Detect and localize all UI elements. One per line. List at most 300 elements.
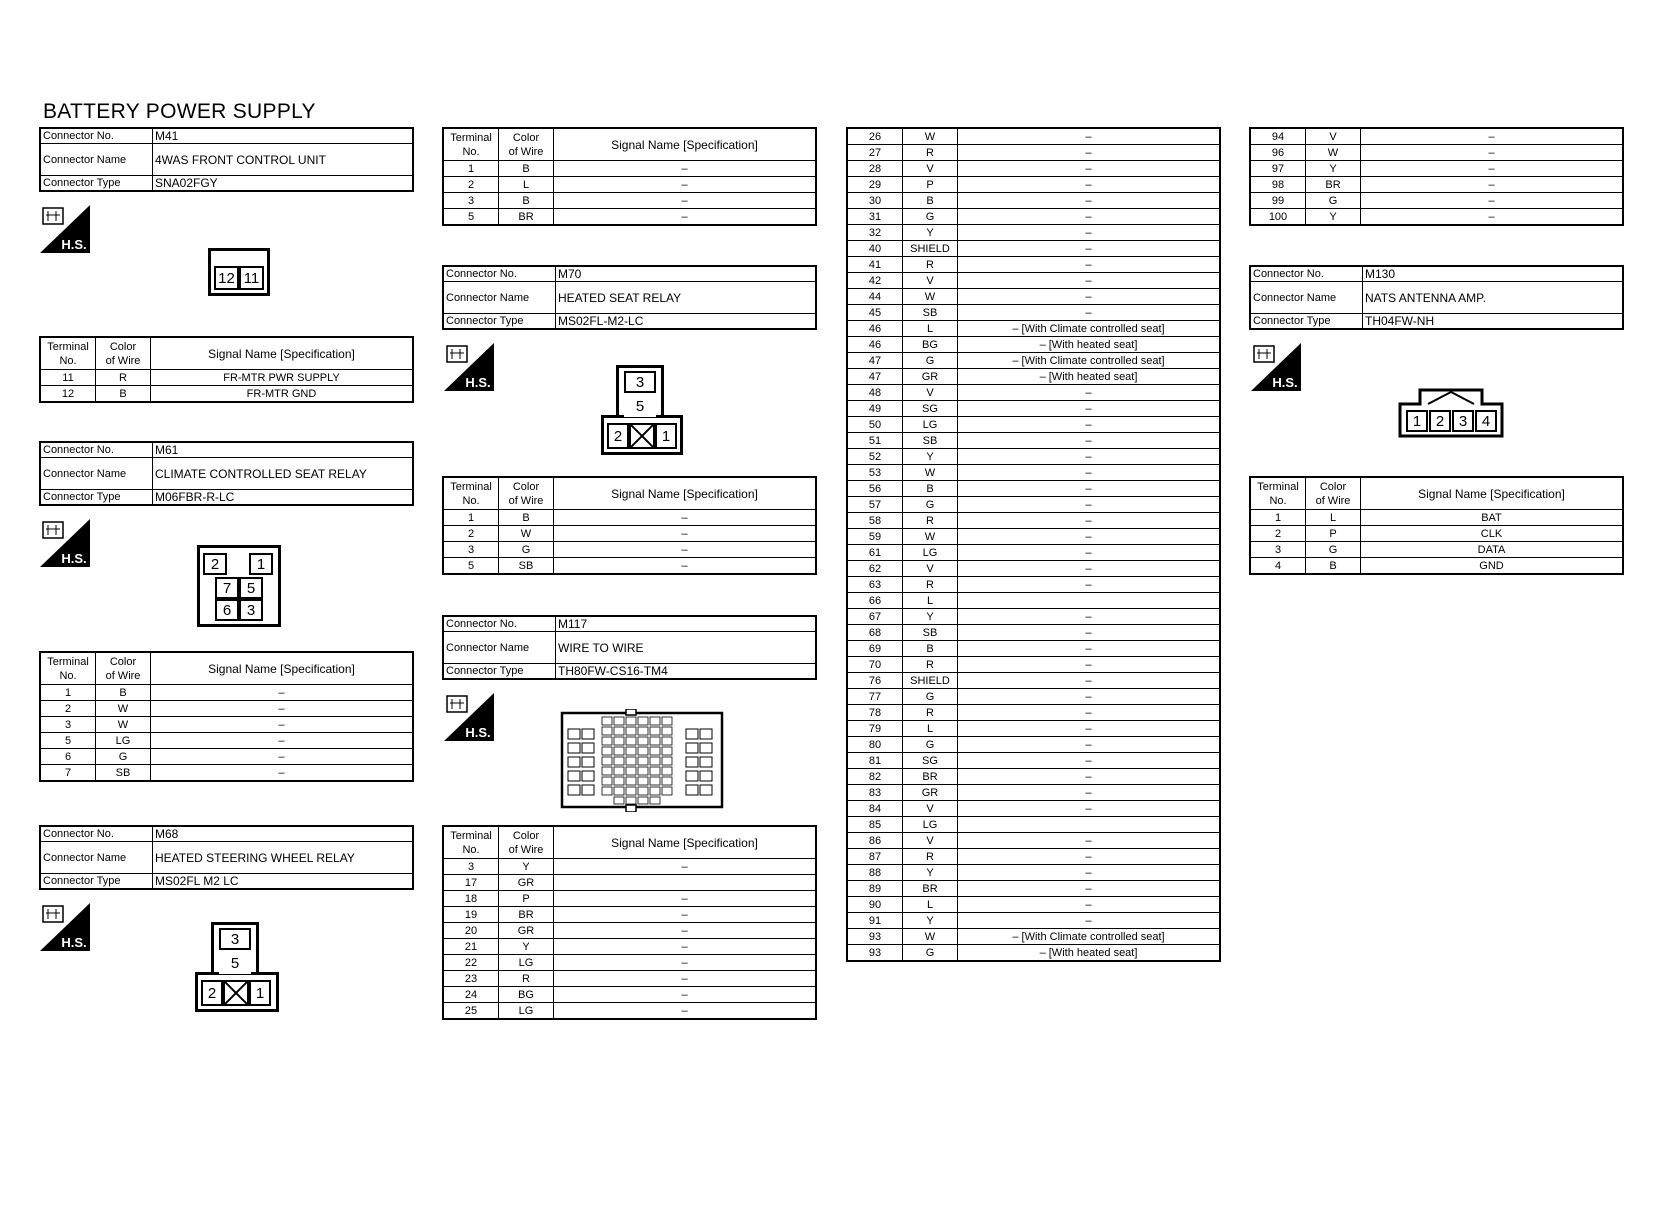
table-row	[847, 929, 1220, 945]
terminal-cell: 25	[443, 1003, 499, 1020]
m70-terminal-table	[442, 476, 817, 575]
signal-cell: –	[958, 401, 1221, 417]
signal-cell: –	[958, 833, 1221, 849]
terminal-cell: 20	[443, 923, 499, 939]
label: Terminal	[47, 340, 89, 353]
wire-color-cell: L	[903, 321, 958, 337]
wire-color-cell: G	[903, 945, 958, 962]
wire-color-cell: G	[903, 497, 958, 513]
wire-color-cell: W	[903, 128, 958, 145]
terminal-cell: 61	[847, 545, 903, 561]
signal-cell: FR-MTR PWR SUPPLY	[151, 370, 414, 386]
signal-cell: –	[958, 481, 1221, 497]
wire-color-cell: L	[903, 593, 958, 609]
table-row	[847, 241, 1220, 257]
table-row	[1250, 209, 1623, 226]
terminal-cell: 46	[847, 337, 903, 353]
wire-color-cell: V	[903, 273, 958, 289]
label: Color	[512, 829, 540, 842]
terminal-cell: 5	[40, 733, 96, 749]
wire-color-cell: B	[499, 510, 554, 526]
table-row	[847, 401, 1220, 417]
terminal-cell: 3	[443, 859, 499, 875]
pin: 2	[1429, 410, 1451, 432]
terminal-cell: 24	[443, 987, 499, 1003]
table-row	[40, 685, 413, 701]
table-row	[847, 481, 1220, 497]
label: Connector Name	[40, 458, 153, 490]
m41-terminal-table	[39, 336, 414, 403]
table-row	[847, 225, 1220, 241]
terminal-cell: 69	[847, 641, 903, 657]
table-row	[847, 913, 1220, 929]
signal-cell: –	[1361, 193, 1624, 209]
wire-color-cell: R	[903, 577, 958, 593]
pin: 1	[249, 553, 273, 575]
terminal-cell: 100	[1250, 209, 1306, 226]
label: Connector Type	[443, 664, 556, 680]
terminal-cell: 4	[1250, 558, 1306, 575]
table-row	[1250, 177, 1623, 193]
signal-cell: –	[958, 449, 1221, 465]
terminal-cell: 85	[847, 817, 903, 833]
label: Terminal	[1257, 480, 1299, 493]
label: No.	[1269, 494, 1287, 507]
table-row	[1250, 542, 1623, 558]
wire-color-cell: LG	[96, 733, 151, 749]
table-row	[847, 561, 1220, 577]
label: of Wire	[105, 669, 141, 682]
connector-type: MS02FL M2 LC	[153, 874, 414, 890]
header-signal: Signal Name [Specification]	[554, 477, 817, 510]
table-row	[443, 859, 816, 875]
signal-cell: –	[958, 897, 1221, 913]
signal-cell: –	[958, 497, 1221, 513]
terminal-cell: 28	[847, 161, 903, 177]
wire-color-cell: SHIELD	[903, 241, 958, 257]
wire-color-cell: SB	[903, 305, 958, 321]
table-row	[443, 987, 816, 1003]
terminal-cell: 40	[847, 241, 903, 257]
signal-cell: –	[554, 859, 817, 875]
table-row	[847, 337, 1220, 353]
header-terminal	[40, 652, 96, 685]
signal-cell: –	[958, 305, 1221, 321]
terminal-cell: 96	[1250, 145, 1306, 161]
hs-icon	[444, 343, 494, 391]
wire-color-cell: G	[903, 353, 958, 369]
header-terminal	[40, 337, 96, 370]
table-row	[40, 701, 413, 717]
pin: 1	[249, 980, 271, 1006]
wire-color-cell: BG	[903, 337, 958, 353]
hs-icon	[444, 693, 494, 741]
signal-cell: –	[958, 225, 1221, 241]
table-row	[847, 305, 1220, 321]
wire-color-cell: Y	[499, 859, 554, 875]
header-terminal	[1250, 477, 1306, 510]
wire-color-cell: GR	[499, 923, 554, 939]
label: No.	[59, 354, 77, 367]
wire-color-cell: BG	[499, 987, 554, 1003]
wire-color-cell: B	[96, 386, 151, 403]
signal-cell: – [With heated seat]	[958, 945, 1221, 962]
terminal-cell: 63	[847, 577, 903, 593]
table-row	[847, 161, 1220, 177]
wire-color-cell: SB	[903, 625, 958, 641]
pin: 6	[215, 599, 239, 621]
label: Color	[109, 655, 137, 668]
label: Color	[109, 340, 137, 353]
terminal-cell: 50	[847, 417, 903, 433]
wire-color-cell: SG	[903, 401, 958, 417]
hs-label: H.S.	[465, 375, 491, 390]
label: Connector No.	[1250, 266, 1363, 282]
signal-cell: –	[958, 529, 1221, 545]
terminal-cell: 58	[847, 513, 903, 529]
signal-cell: – [With Climate controlled seat]	[958, 353, 1221, 369]
terminal-cell: 79	[847, 721, 903, 737]
label: of Wire	[508, 494, 544, 507]
terminal-cell: 52	[847, 449, 903, 465]
wire-color-cell: G	[499, 542, 554, 558]
table-row	[847, 145, 1220, 161]
table-row	[847, 609, 1220, 625]
label: No.	[59, 669, 77, 682]
label: Connector No.	[40, 826, 153, 842]
table-row	[443, 193, 816, 209]
connector-no: M130	[1363, 266, 1624, 282]
pin: 3	[239, 599, 263, 621]
signal-cell: –	[554, 987, 817, 1003]
table-row	[847, 753, 1220, 769]
wire-color-cell: B	[96, 685, 151, 701]
signal-cell: –	[554, 891, 817, 907]
signal-cell: –	[554, 177, 817, 193]
signal-cell: –	[958, 193, 1221, 209]
header-color	[499, 128, 554, 161]
table-row	[443, 161, 816, 177]
wire-color-cell: SHIELD	[903, 673, 958, 689]
terminal-cell: 87	[847, 849, 903, 865]
terminal-cell: 99	[1250, 193, 1306, 209]
wire-color-cell: GR	[903, 785, 958, 801]
signal-cell	[958, 817, 1221, 833]
connector-name: NATS ANTENNA AMP.	[1363, 282, 1624, 314]
terminal-cell: 30	[847, 193, 903, 209]
terminal-cell: 53	[847, 465, 903, 481]
terminal-cell: 1	[443, 161, 499, 177]
hs-label: H.S.	[61, 551, 87, 566]
table-row	[40, 765, 413, 782]
signal-cell: –	[958, 625, 1221, 641]
wire-color-cell: W	[903, 929, 958, 945]
wire-color-cell: W	[903, 289, 958, 305]
terminal-cell: 3	[443, 542, 499, 558]
table-row	[847, 689, 1220, 705]
table-row	[443, 510, 816, 526]
wire-color-cell: LG	[903, 817, 958, 833]
wire-color-cell: R	[903, 257, 958, 273]
label: of Wire	[1315, 494, 1351, 507]
signal-cell: –	[958, 913, 1221, 929]
terminal-cell: 7	[40, 765, 96, 782]
signal-cell: –	[554, 510, 817, 526]
header-color	[1306, 477, 1361, 510]
signal-cell: –	[151, 701, 414, 717]
wire-color-cell: R	[903, 145, 958, 161]
label: Connector Type	[40, 176, 153, 192]
wire-color-cell: BR	[903, 769, 958, 785]
pin: 5	[624, 395, 656, 417]
connector-name: CLIMATE CONTROLLED SEAT RELAY	[153, 458, 414, 490]
wire-color-cell: Y	[1306, 209, 1361, 226]
table-row	[443, 875, 816, 891]
signal-cell: – [With Climate controlled seat]	[958, 929, 1221, 945]
wire-color-cell: B	[499, 161, 554, 177]
terminal-cell: 2	[443, 526, 499, 542]
terminal-cell: 12	[40, 386, 96, 403]
signal-cell: –	[958, 417, 1221, 433]
signal-cell: –	[554, 907, 817, 923]
signal-cell: –	[554, 955, 817, 971]
wire-color-cell: Y	[903, 449, 958, 465]
wire-color-cell: W	[903, 529, 958, 545]
connector-name: HEATED STEERING WHEEL RELAY	[153, 842, 414, 874]
signal-cell: –	[958, 801, 1221, 817]
signal-cell	[554, 875, 817, 891]
m117-terminal-table-cont	[846, 127, 1221, 962]
wire-color-cell: Y	[903, 609, 958, 625]
label: Connector No.	[443, 616, 556, 632]
header-color	[499, 826, 554, 859]
wire-color-cell: LG	[903, 417, 958, 433]
wire-color-cell: V	[903, 561, 958, 577]
m70-info-table	[442, 265, 817, 330]
terminal-cell: 57	[847, 497, 903, 513]
terminal-cell: 1	[443, 510, 499, 526]
label: Connector No.	[40, 442, 153, 458]
label: Terminal	[450, 829, 492, 842]
signal-cell: –	[958, 753, 1221, 769]
wire-color-cell: R	[903, 513, 958, 529]
m70-connector-face	[601, 365, 683, 455]
terminal-cell: 26	[847, 128, 903, 145]
signal-cell: –	[958, 257, 1221, 273]
wire-color-cell: W	[96, 717, 151, 733]
signal-cell: –	[151, 749, 414, 765]
terminal-cell: 23	[443, 971, 499, 987]
table-row	[847, 657, 1220, 673]
table-row	[847, 737, 1220, 753]
signal-cell: –	[151, 765, 414, 782]
table-row	[847, 497, 1220, 513]
signal-cell: –	[958, 689, 1221, 705]
connector-type: TH80FW-CS16-TM4	[556, 664, 817, 680]
pin: 11	[239, 266, 264, 290]
wire-color-cell: R	[96, 370, 151, 386]
label: Connector Type	[40, 874, 153, 890]
signal-cell: –	[958, 609, 1221, 625]
table-row	[443, 891, 816, 907]
label: of Wire	[508, 145, 544, 158]
signal-cell: –	[958, 289, 1221, 305]
label: Connector Type	[1250, 314, 1363, 330]
wire-color-cell: GR	[499, 875, 554, 891]
signal-cell: –	[958, 433, 1221, 449]
m61-terminal-table	[39, 651, 414, 782]
wire-color-cell: W	[96, 701, 151, 717]
terminal-cell: 86	[847, 833, 903, 849]
terminal-cell: 19	[443, 907, 499, 923]
hs-label: H.S.	[61, 237, 87, 252]
signal-cell: –	[958, 241, 1221, 257]
signal-cell: –	[958, 561, 1221, 577]
wire-color-cell: SB	[903, 433, 958, 449]
terminal-cell: 82	[847, 769, 903, 785]
table-row	[847, 433, 1220, 449]
terminal-cell: 78	[847, 705, 903, 721]
signal-cell: DATA	[1361, 542, 1624, 558]
signal-cell: –	[958, 177, 1221, 193]
table-row	[443, 923, 816, 939]
signal-cell: –	[958, 465, 1221, 481]
signal-cell: –	[554, 558, 817, 575]
signal-cell: –	[151, 717, 414, 733]
table-row	[443, 939, 816, 955]
terminal-cell: 93	[847, 929, 903, 945]
signal-cell: –	[958, 161, 1221, 177]
signal-cell: –	[1361, 209, 1624, 226]
signal-cell: –	[554, 542, 817, 558]
wire-color-cell: G	[903, 737, 958, 753]
table-row	[1250, 193, 1623, 209]
connector-no: M70	[556, 266, 817, 282]
label: No.	[462, 145, 480, 158]
header-signal: Signal Name [Specification]	[1361, 477, 1624, 510]
wire-color-cell: LG	[499, 955, 554, 971]
signal-cell: –	[958, 705, 1221, 721]
m41b-terminal-table	[442, 127, 817, 226]
wire-color-cell: W	[903, 465, 958, 481]
label: Connector Name	[1250, 282, 1363, 314]
wire-color-cell: P	[903, 177, 958, 193]
terminal-cell: 45	[847, 305, 903, 321]
wire-color-cell: V	[1306, 128, 1361, 145]
terminal-cell: 88	[847, 865, 903, 881]
signal-cell	[958, 593, 1221, 609]
signal-cell: –	[958, 785, 1221, 801]
m41-info-table	[39, 127, 414, 192]
wire-color-cell: Y	[903, 225, 958, 241]
signal-cell: CLK	[1361, 526, 1624, 542]
terminal-cell: 46	[847, 321, 903, 337]
connector-name: HEATED SEAT RELAY	[556, 282, 817, 314]
table-row	[443, 542, 816, 558]
table-row	[847, 449, 1220, 465]
terminal-cell: 6	[40, 749, 96, 765]
signal-cell: –	[958, 641, 1221, 657]
terminal-cell: 42	[847, 273, 903, 289]
wire-color-cell: L	[1306, 510, 1361, 526]
label: Connector No.	[40, 128, 153, 144]
table-row	[847, 625, 1220, 641]
signal-cell: – [With heated seat]	[958, 369, 1221, 385]
table-row	[40, 717, 413, 733]
wire-color-cell: SB	[96, 765, 151, 782]
table-row	[847, 193, 1220, 209]
pin: 5	[239, 577, 263, 599]
wire-color-cell: G	[96, 749, 151, 765]
header-color	[96, 652, 151, 685]
signal-cell: –	[554, 526, 817, 542]
table-row	[1250, 526, 1623, 542]
terminal-cell: 62	[847, 561, 903, 577]
pin: 1	[655, 423, 677, 449]
wire-color-cell: G	[1306, 193, 1361, 209]
table-row	[847, 209, 1220, 225]
terminal-cell: 70	[847, 657, 903, 673]
m61-info-table	[39, 441, 414, 506]
table-row	[847, 673, 1220, 689]
connector-type: TH04FW-NH	[1363, 314, 1624, 330]
connector-no: M117	[556, 616, 817, 632]
m117-connector-face	[560, 709, 724, 812]
wire-color-cell: R	[903, 705, 958, 721]
connector-type: MS02FL-M2-LC	[556, 314, 817, 330]
table-row	[847, 849, 1220, 865]
table-row	[847, 128, 1220, 145]
signal-cell: – [With Climate controlled seat]	[958, 321, 1221, 337]
connector-no: M61	[153, 442, 414, 458]
pin: 3	[1452, 410, 1474, 432]
wire-color-cell: BR	[499, 209, 554, 226]
table-row	[847, 321, 1220, 337]
hs-icon	[40, 519, 90, 567]
wire-color-cell: P	[1306, 526, 1361, 542]
terminal-cell: 67	[847, 609, 903, 625]
wire-color-cell: V	[903, 161, 958, 177]
label: No.	[462, 843, 480, 856]
m61-connector-face	[197, 545, 281, 627]
signal-cell: –	[151, 733, 414, 749]
pin: 5	[219, 952, 251, 974]
pin: 3	[624, 371, 656, 393]
blank-pin-icon	[629, 423, 655, 449]
table-row	[847, 769, 1220, 785]
signal-cell: –	[958, 577, 1221, 593]
signal-cell: BAT	[1361, 510, 1624, 526]
terminal-cell: 84	[847, 801, 903, 817]
table-row	[847, 577, 1220, 593]
table-row	[847, 865, 1220, 881]
terminal-cell: 5	[443, 209, 499, 226]
table-row	[847, 545, 1220, 561]
wire-color-cell: Y	[1306, 161, 1361, 177]
label: Connector Name	[40, 842, 153, 874]
terminal-cell: 44	[847, 289, 903, 305]
table-row	[847, 465, 1220, 481]
hs-label: H.S.	[61, 935, 87, 950]
terminal-cell: 17	[443, 875, 499, 891]
signal-cell: –	[1361, 145, 1624, 161]
terminal-cell: 97	[1250, 161, 1306, 177]
hs-icon	[40, 205, 90, 253]
table-row	[40, 749, 413, 765]
label: Connector Type	[443, 314, 556, 330]
terminal-cell: 68	[847, 625, 903, 641]
table-row	[847, 369, 1220, 385]
